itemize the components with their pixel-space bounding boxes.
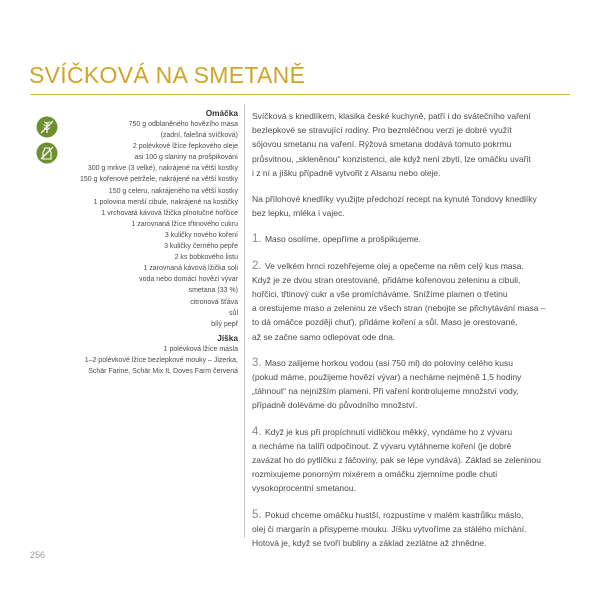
ingredient-item: sůl <box>229 309 238 317</box>
ingredient-item: smetana (33 %) <box>188 287 238 295</box>
step-2: 2. Ve velkém hrnci rozehřejeme olej a opečeme na něm celý kus masa. Když je ze dvou stran orestované, přidáme kořenovou zeleninu a cibuli, hořčici, třtinový cukr a vše promícháváme. Snížíme plamen o třetinu a orestujeme maso a zeleninu ze všech stran (nebojte se přichytávání masa – to dá omáčce později chuť), přidáme koření a sůl. Maso je orestované, až se začne samo odlepovat ode dna. <box>252 259 546 342</box>
ingredient-item: 1 polévková lžíce másla <box>163 345 238 353</box>
ingredients-heading-jiska: Jíška <box>217 332 238 343</box>
step-number: 3. <box>252 356 262 369</box>
step-3: 3. Maso zalijeme horkou vodou (asi 750 ml) do poloviny celého kusu (pokud máme, použijeme hovězí vývar) a necháme nejméně 1,5 hodiny „táhnout“ na nejnižším plameni. Při vaření kontrolujeme množství vody, případně doléváme do původního množství. <box>252 356 522 411</box>
ingredient-item: 150 g celeru, nakrájeného na větší kostky <box>108 187 238 195</box>
page-number: 256 <box>30 550 46 560</box>
ingredient-item: 1 vrchovatá kávová lžička plnotučné hořčice <box>101 209 238 217</box>
step-number: 2. <box>252 259 262 272</box>
column-divider <box>244 104 245 538</box>
step-4: 4. Když je kus při propíchnutí vidličkou měkký, vyndáme ho z vývaru a necháme na talíři odpočinout. Z vývaru vytáhneme koření (je dobré zavázat ho do pytlíčku z fáčoviny, pak se lépe vyndává). Základ se zeleninou rozmixujeme ponorným mixérem a omáčku zjemníme podle chuti vysokoprocentní smetanou. <box>252 425 542 494</box>
ingredient-item: 300 g mrkve (3 velké), nakrájené na větší kostky <box>87 165 238 173</box>
step-number: 1. <box>252 233 262 246</box>
ingredient-item: (zadní, falešná svíčková) <box>160 132 238 140</box>
recipe-instructions <box>252 109 570 562</box>
ingredient-item: asi 100 g slaniny na prošpikování <box>134 154 238 162</box>
ingredient-item: 1 polovina menší cibule, nakrájené na kostičky <box>93 198 238 206</box>
step-number: 4. <box>252 425 262 438</box>
gluten-free-wheat-icon <box>36 116 58 138</box>
dumpling-note: Na přílohové knedlíky využijte předchozí recept na kynuté Tondovy knedlíky bez lepku, mléka i vajec. <box>252 194 537 219</box>
ingredients-list <box>60 108 238 377</box>
recipe-title: SVÍČKOVÁ NA SMETANĚ <box>29 62 306 88</box>
ingredient-item: 1 zarovnaná lžíce třtinového cukru <box>131 220 238 228</box>
step-number: 5. <box>252 508 262 521</box>
no-dairy-icon <box>36 142 58 164</box>
ingredient-item: 750 g odblaněného hovězího masa <box>128 121 238 128</box>
step-1: 1. Maso osolíme, opepříme a prošpikujeme. <box>252 233 421 246</box>
title-underline <box>30 94 570 95</box>
ingredient-item: citronová šťáva <box>190 298 238 306</box>
ingredient-item: 1–2 polévkové lžíce bezlepkové mouky – Jizerka, <box>84 356 238 364</box>
ingredient-item: 3 kuličky černého pepře <box>164 243 238 251</box>
ingredient-item: 1 zarovnaná kávová lžička soli <box>143 265 238 273</box>
ingredient-item: 2 polévkové lžíce řepkového oleje <box>132 143 238 151</box>
ingredients-heading-omacka: Omáčka <box>205 108 238 118</box>
ingredient-item: 2 ks bobkového listu <box>174 254 238 262</box>
intro-paragraph: Svíčková s knedlíkem, klasika české kuchyně, patří i do svátečního vaření bezlepkové se stravující rodiny. Pro bezmléčnou verzi je dobré využít sójovou smetanu na vaření. Rýžová smetana dodává tomuto pokrmu průsvitnou, „skleněnou“ konzistenci, ale když není zbytí, lze omáčku uvařit i z ní a jíšku případně vytvořit z Alsanu nebo oleje. <box>252 111 531 178</box>
ingredient-item: voda nebo domácí hovězí vývar <box>139 276 238 284</box>
ingredient-item: 150 g kořenové petržele, nakrájené na větší kostky <box>80 176 238 184</box>
ingredient-item: Schär Farine, Schär Mix It, Doves Farm červená <box>88 367 238 375</box>
step-5: 5. Pokud chceme omáčku hustší, rozpustíme v malém kastrůlku máslo, olej či margarín a přisypeme mouku. Jíšku vytvoříme za stálého míchání. Hotová je, když se tvoří bubliny a základ zezlátne až zhnědne. <box>252 508 527 549</box>
ingredient-item: bílý pepř <box>211 320 238 328</box>
ingredient-item: 3 kuličky nového koření <box>164 231 238 239</box>
